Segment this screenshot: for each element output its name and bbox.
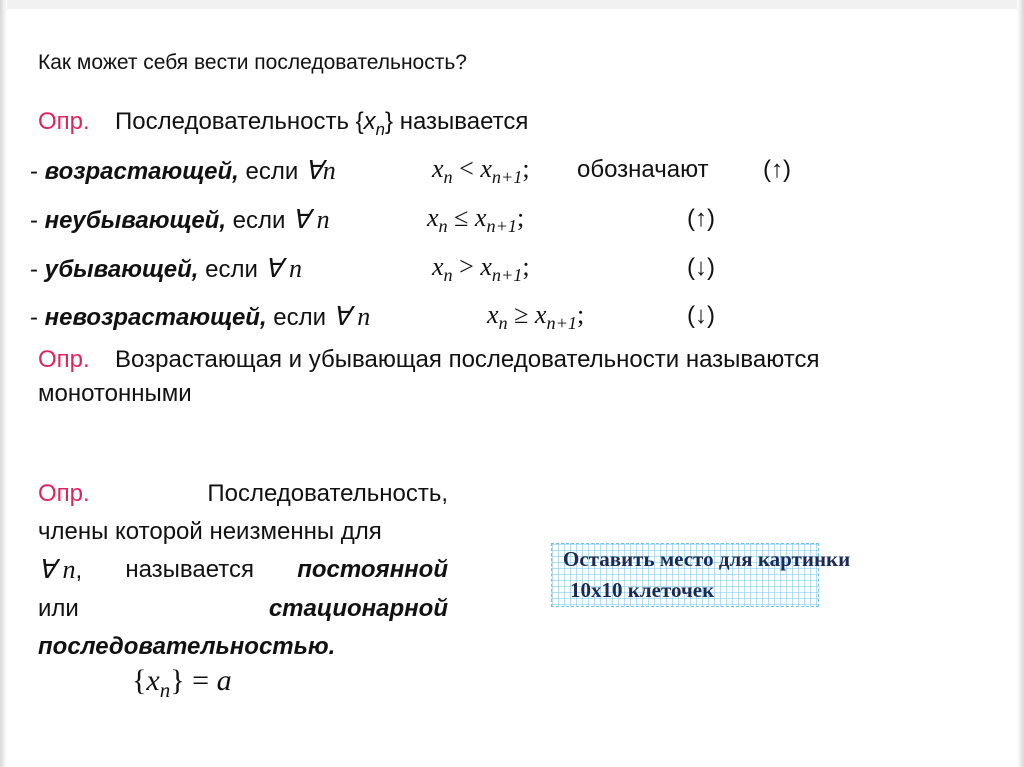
row-decreasing-arrow: (↓) [687, 254, 715, 281]
forall-symbol: ∀ [38, 555, 56, 584]
def2-line1 [38, 346, 819, 374]
row-n: n [322, 156, 336, 185]
relation-symbol: > [459, 252, 474, 281]
placeholder-line2: 10х10 клеточек [570, 578, 715, 602]
def3-row1: Опр. Последовательность, [38, 475, 448, 513]
relation-symbol: < [459, 154, 474, 183]
row-increasing-arrow: (↑) [763, 156, 791, 183]
def3-row4: или стационарной [38, 590, 448, 628]
def2-line2: монотонными [38, 380, 192, 407]
relation-symbol: ≥ [514, 300, 529, 329]
row-term: неубывающей, [44, 207, 226, 234]
forall-symbol: ∀ [292, 205, 310, 234]
slide-edge-right [1017, 0, 1024, 767]
def3-term-stationary: стационарной [268, 595, 448, 622]
def1-sub: n [375, 119, 386, 139]
def3-row3: ∀ n, называется постоянной [38, 551, 448, 590]
row-decreasing-formula: $x_n > x_{n+1}$; [432, 252, 530, 286]
constant-sequence-equation: $\{x_n\} = a$ [132, 664, 232, 703]
row-term: убывающей, [44, 256, 199, 283]
def3-row5 [38, 628, 448, 666]
row-nonincreasing-arrow: (↓) [687, 302, 715, 329]
def1-text-after: } называется [385, 108, 529, 135]
row-term: невозрастающей, [44, 304, 267, 331]
def1-line [38, 108, 529, 139]
relation-symbol: ≤ [454, 203, 469, 232]
row-increasing [30, 156, 336, 186]
def1-x: x [363, 108, 376, 135]
placeholder-line1: Оставить место для картинки [563, 547, 851, 571]
row-nonincreasing-formula: $x_n \ge x_{n+1}$; [487, 300, 585, 334]
def2-text: Возрастающая и убывающая последовательности называются [115, 346, 820, 373]
row-cond: если [238, 158, 305, 185]
row-decreasing: - убывающей, если ∀ n [30, 254, 303, 283]
def3-block [38, 475, 448, 666]
forall-symbol: ∀ [304, 156, 323, 185]
forall-symbol: ∀ [264, 254, 283, 283]
def2-label: Опр. [38, 346, 90, 373]
row-nonincreasing: - невозрастающей, если ∀ n [30, 302, 371, 331]
row-increasing-formula: $x_n < x_{n+1}$; [432, 154, 530, 188]
def1-label: Опр. [38, 108, 90, 135]
row-nondecreasing-arrow: (↑) [687, 205, 715, 232]
slide-title: Как может себя вести последовательность? [38, 51, 467, 74]
forall-symbol: ∀ [332, 302, 351, 331]
def3-term-sequence: последовательностью. [38, 633, 336, 660]
row-nondecreasing-formula: $x_n \le x_{n+1}$; [427, 203, 525, 237]
row-nondecreasing: - неубывающей, если ∀ n [30, 205, 330, 234]
row-increasing-note: обозначают [577, 156, 709, 183]
slide-edge-left [0, 0, 7, 767]
def3-term-constant: постоянной [297, 556, 448, 583]
def3-label: Опр. [38, 480, 90, 507]
def1-text-before: Последовательность { [115, 108, 364, 135]
def3-row2: члены которой неизменны для [38, 518, 382, 545]
row-dash: - [30, 158, 45, 185]
row-term: возрастающей, [44, 158, 239, 185]
